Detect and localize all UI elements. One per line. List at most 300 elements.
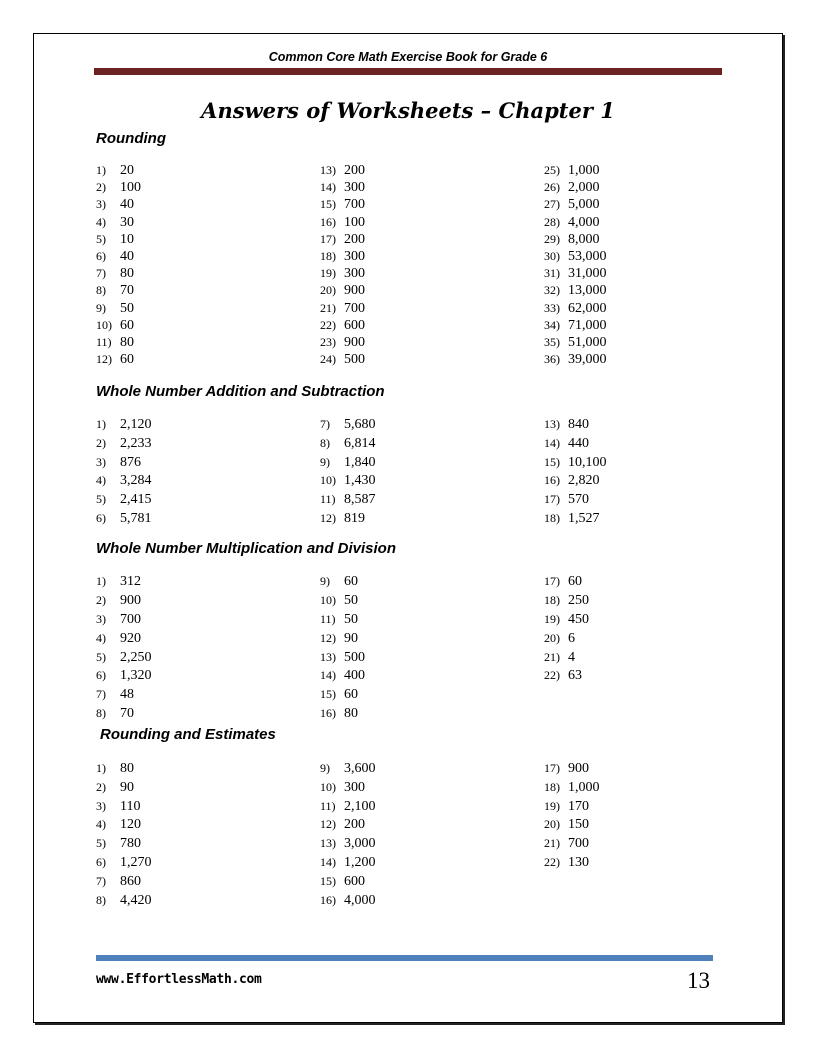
answer-item [96,668,152,687]
answer-number: 11) [320,798,336,813]
answer-number: 18) [544,592,560,607]
answer-number: 4) [96,630,106,645]
answer-number: 30) [544,248,560,263]
answer-number: 3) [96,611,106,626]
answer-item [96,511,152,530]
answer-item [320,780,376,799]
answer-column [544,417,607,530]
answer-item [320,318,365,335]
answer-value: 5,680 [344,417,376,432]
answer-item [544,492,607,511]
answer-value: 51,000 [568,334,607,350]
answer-number: 15) [320,873,336,888]
answer-number: 17) [544,574,560,588]
answer-number: 16) [544,473,560,488]
answer-item [544,631,589,650]
answer-number: 11) [96,334,112,349]
answer-item [544,301,607,318]
answer-value: 13,000 [568,283,607,299]
answer-number: 21) [544,836,560,851]
answer-value: 40 [120,248,134,264]
answer-item [544,855,600,874]
answer-number: 6) [96,248,106,263]
answer-value: 900 [120,592,141,608]
answer-number: 7) [320,417,330,431]
answer-item [544,335,607,352]
answer-column [544,574,589,687]
answer-value: 39,000 [568,352,607,368]
answer-number: 20) [320,283,336,298]
answer-value: 250 [568,592,589,608]
answer-value: 819 [344,510,365,526]
answer-value: 1,200 [344,854,376,870]
answer-item [544,283,607,300]
answer-item [96,436,152,455]
answer-item [544,417,607,436]
answer-number: 10) [320,473,336,488]
answer-value: 71,000 [568,317,607,333]
answer-item [320,215,365,232]
answer-item [96,180,141,197]
answer-value: 5,781 [120,510,152,526]
answer-value: 3,600 [344,761,376,776]
answer-item [96,163,141,180]
answer-item [320,874,376,893]
page-number: 13 [687,968,710,993]
answer-number: 4) [96,214,106,229]
answer-number: 20) [544,630,560,645]
answer-number: 9) [320,574,330,588]
answer-item [320,799,376,818]
answer-item [96,687,152,706]
answer-item [96,874,152,893]
answer-value: 30 [120,214,134,230]
answer-number: 10) [320,592,336,607]
answer-number: 21) [544,649,560,664]
answer-number: 8) [320,435,330,450]
answer-item [320,668,365,687]
answer-item [320,283,365,300]
answer-number: 15) [320,197,336,212]
answer-value: 130 [568,854,589,870]
answer-item [96,352,141,369]
answer-value: 860 [120,873,141,889]
answer-item [320,473,376,492]
answer-number: 18) [544,779,560,794]
answer-number: 34) [544,317,560,332]
answer-number: 18) [544,510,560,525]
answer-number: 5) [96,836,106,851]
answer-value: 600 [344,873,365,889]
answer-value: 50 [344,611,358,627]
answer-number: 19) [544,611,560,626]
answer-value: 150 [568,817,589,833]
answer-item [320,706,365,725]
answer-value: 2,000 [568,180,600,196]
answer-number: 3) [96,454,106,469]
answer-item [96,761,152,780]
section-title-rounding: Rounding [96,130,166,147]
answer-number: 23) [320,334,336,349]
answer-number: 12) [96,352,112,367]
answer-item [96,492,152,511]
answer-item [96,266,141,283]
answer-number: 22) [544,668,560,683]
answer-number: 36) [544,352,560,367]
answer-number: 21) [320,300,336,315]
answer-number: 4) [96,473,106,488]
answer-value: 780 [120,836,141,852]
answer-column [96,417,152,530]
answer-number: 7) [96,873,106,888]
answer-number: 10) [96,317,112,332]
answer-column [320,761,376,911]
answer-number: 25) [544,163,560,177]
answer-value: 2,120 [120,417,152,432]
answer-column [96,761,152,911]
answer-value: 300 [344,779,365,795]
answer-value: 10 [120,231,134,247]
answer-item [96,215,141,232]
answer-value: 3,000 [344,836,376,852]
answer-number: 9) [96,300,106,315]
answer-item [96,417,152,436]
answer-number: 12) [320,817,336,832]
answer-item [320,352,365,369]
answer-number: 35) [544,334,560,349]
answer-number: 3) [96,197,106,212]
answer-value: 60 [120,352,134,368]
answer-column [320,417,376,530]
answer-item [544,650,589,669]
answer-value: 10,100 [568,454,607,470]
answer-item [320,893,376,912]
answer-value: 48 [120,687,134,703]
answer-item [320,492,376,511]
answer-value: 100 [120,180,141,196]
answer-number: 32) [544,283,560,298]
answer-item [96,706,152,725]
answer-item [320,511,376,530]
answer-value: 60 [344,574,358,589]
answer-item [320,855,376,874]
answer-value: 300 [344,266,365,282]
answer-value: 700 [568,836,589,852]
answer-value: 300 [344,180,365,196]
answer-value: 1,270 [120,854,152,870]
answer-value: 4,420 [120,892,152,908]
answer-value: 500 [344,649,365,665]
footer-website: www.EffortlessMath.com [96,972,262,987]
answer-item [96,197,141,214]
answer-item [320,266,365,283]
answer-item [544,455,607,474]
answer-number: 7) [96,266,106,281]
answer-value: 700 [344,300,365,316]
answer-item [544,197,607,214]
answer-number: 2) [96,435,106,450]
page-title: Answers of Worksheets – Chapter 1 [201,98,615,123]
answer-item [96,593,152,612]
answer-value: 2,820 [568,473,600,489]
answer-number: 14) [320,180,336,195]
answer-item [320,197,365,214]
answer-column [544,761,600,874]
answer-number: 26) [544,180,560,195]
answer-number: 13) [320,163,336,177]
running-header: Common Core Math Exercise Book for Grade 6 [268,50,548,64]
answer-value: 450 [568,611,589,627]
answer-value: 4 [568,649,575,665]
answer-number: 13) [320,836,336,851]
answer-value: 1,000 [568,779,600,795]
answer-number: 1) [96,761,106,775]
answer-item [544,668,589,687]
answer-item [96,574,152,593]
answer-number: 18) [320,248,336,263]
header-rule [94,68,722,75]
answer-number: 27) [544,197,560,212]
answer-item [96,301,141,318]
answer-number: 22) [544,854,560,869]
answer-value: 8,000 [568,231,600,247]
answer-value: 8,587 [344,492,376,508]
answer-number: 15) [320,687,336,702]
answer-value: 4,000 [568,214,600,230]
answer-value: 60 [568,574,582,589]
answer-number: 9) [320,454,330,469]
answer-number: 12) [320,630,336,645]
answer-value: 31,000 [568,266,607,282]
answer-item [96,455,152,474]
answer-value: 600 [344,317,365,333]
answer-column [96,574,152,725]
answer-value: 170 [568,798,589,814]
answer-item [544,780,600,799]
answer-number: 2) [96,180,106,195]
answer-number: 4) [96,817,106,832]
answer-number: 24) [320,352,336,367]
answer-number: 12) [320,510,336,525]
answer-item [96,612,152,631]
answer-value: 920 [120,630,141,646]
answer-number: 16) [320,706,336,721]
answer-value: 300 [344,248,365,264]
answer-value: 1,320 [120,668,152,684]
answer-item [544,817,600,836]
answer-item [96,318,141,335]
answer-number: 1) [96,163,106,177]
answer-item [320,180,365,197]
answer-value: 200 [344,231,365,247]
answer-item [544,436,607,455]
answer-number: 9) [320,761,330,775]
answer-item [96,335,141,352]
footer-rule [96,955,713,961]
answer-value: 700 [344,197,365,213]
answer-value: 4,000 [344,892,376,908]
answer-item [96,249,141,266]
answer-item [320,836,376,855]
answer-value: 5,000 [568,197,600,213]
answer-number: 22) [320,317,336,332]
answer-number: 6) [96,668,106,683]
answer-item [544,352,607,369]
answer-value: 500 [344,352,365,368]
answer-value: 2,415 [120,492,152,508]
answer-item [320,335,365,352]
answer-item [96,232,141,249]
answer-value: 80 [344,706,358,722]
answer-number: 28) [544,214,560,229]
answer-value: 900 [344,334,365,350]
answer-value: 120 [120,817,141,833]
answer-item [320,301,365,318]
answer-item [320,817,376,836]
answer-value: 20 [120,163,134,178]
answer-value: 63 [568,668,582,684]
answer-value: 90 [120,779,134,795]
answer-value: 62,000 [568,300,607,316]
answer-item [544,593,589,612]
answer-column [544,163,607,369]
answer-item [320,574,365,593]
section-title-addition-subtraction: Whole Number Addition and Subtraction [96,383,385,400]
answer-value: 2,100 [344,798,376,814]
answer-number: 15) [544,454,560,469]
answer-value: 1,840 [344,454,376,470]
answer-item [544,215,607,232]
answer-column [320,574,365,725]
answer-number: 2) [96,592,106,607]
answer-item [320,232,365,249]
answer-value: 1,000 [568,163,600,178]
answer-value: 876 [120,454,141,470]
answer-item [96,855,152,874]
answer-item [544,511,607,530]
answer-number: 3) [96,798,106,813]
answer-value: 50 [344,592,358,608]
answer-item [96,817,152,836]
answer-item [544,473,607,492]
answer-number: 6) [96,854,106,869]
answer-value: 900 [568,761,589,776]
answer-number: 19) [544,798,560,813]
answer-item [96,473,152,492]
answer-item [96,893,152,912]
answer-item [544,180,607,197]
answer-item [544,799,600,818]
answer-item [96,650,152,669]
answer-value: 80 [120,334,134,350]
answer-item [320,436,376,455]
answer-number: 14) [320,854,336,869]
answer-number: 14) [320,668,336,683]
answer-number: 14) [544,435,560,450]
answer-item [320,455,376,474]
answer-item [544,266,607,283]
answer-number: 16) [320,214,336,229]
answer-item [96,283,141,300]
answer-item [320,163,365,180]
answer-item [544,612,589,631]
answer-value: 110 [120,798,141,814]
answer-item [544,249,607,266]
answer-item [544,163,607,180]
section-title-rounding-estimates: Rounding and Estimates [100,726,276,743]
answer-column [320,163,365,369]
answer-value: 2,233 [120,435,152,451]
answer-value: 2,250 [120,649,152,665]
answer-number: 17) [320,231,336,246]
answer-number: 5) [96,231,106,246]
answer-number: 8) [96,892,106,907]
answer-value: 40 [120,197,134,213]
answer-number: 16) [320,892,336,907]
answer-number: 5) [96,649,106,664]
answer-value: 200 [344,817,365,833]
answer-value: 60 [120,317,134,333]
answer-value: 90 [344,630,358,646]
answer-item [96,780,152,799]
answer-number: 8) [96,283,106,298]
answer-number: 13) [544,417,560,431]
answer-number: 10) [320,779,336,794]
answer-value: 570 [568,492,589,508]
answer-value: 100 [344,214,365,230]
answer-number: 1) [96,417,106,431]
answer-number: 1) [96,574,106,588]
answer-value: 700 [120,611,141,627]
answer-item [544,761,600,780]
answer-number: 5) [96,492,106,507]
answer-value: 80 [120,761,134,776]
answer-item [544,574,589,593]
answer-item [320,593,365,612]
answer-item [96,799,152,818]
answer-value: 1,430 [344,473,376,489]
answer-item [320,650,365,669]
answer-value: 6,814 [344,435,376,451]
answer-number: 29) [544,231,560,246]
answer-item [96,836,152,855]
answer-value: 440 [568,435,589,451]
answer-number: 6) [96,510,106,525]
answer-item [320,249,365,266]
answer-value: 840 [568,417,589,432]
answer-number: 11) [320,611,336,626]
answer-value: 312 [120,574,141,589]
answer-number: 7) [96,687,106,702]
answer-value: 900 [344,283,365,299]
section-title-multiplication-division: Whole Number Multiplication and Division [96,540,397,557]
answer-item [320,687,365,706]
answer-number: 2) [96,779,106,794]
answer-item [544,232,607,249]
answer-value: 3,284 [120,473,152,489]
answer-value: 400 [344,668,365,684]
answer-number: 13) [320,649,336,664]
answer-number: 33) [544,300,560,315]
answer-number: 11) [320,492,336,507]
answer-item [320,612,365,631]
answer-column [96,163,141,369]
answer-item [320,417,376,436]
answer-number: 20) [544,817,560,832]
answer-number: 17) [544,761,560,775]
answer-number: 31) [544,266,560,281]
answer-number: 8) [96,706,106,721]
